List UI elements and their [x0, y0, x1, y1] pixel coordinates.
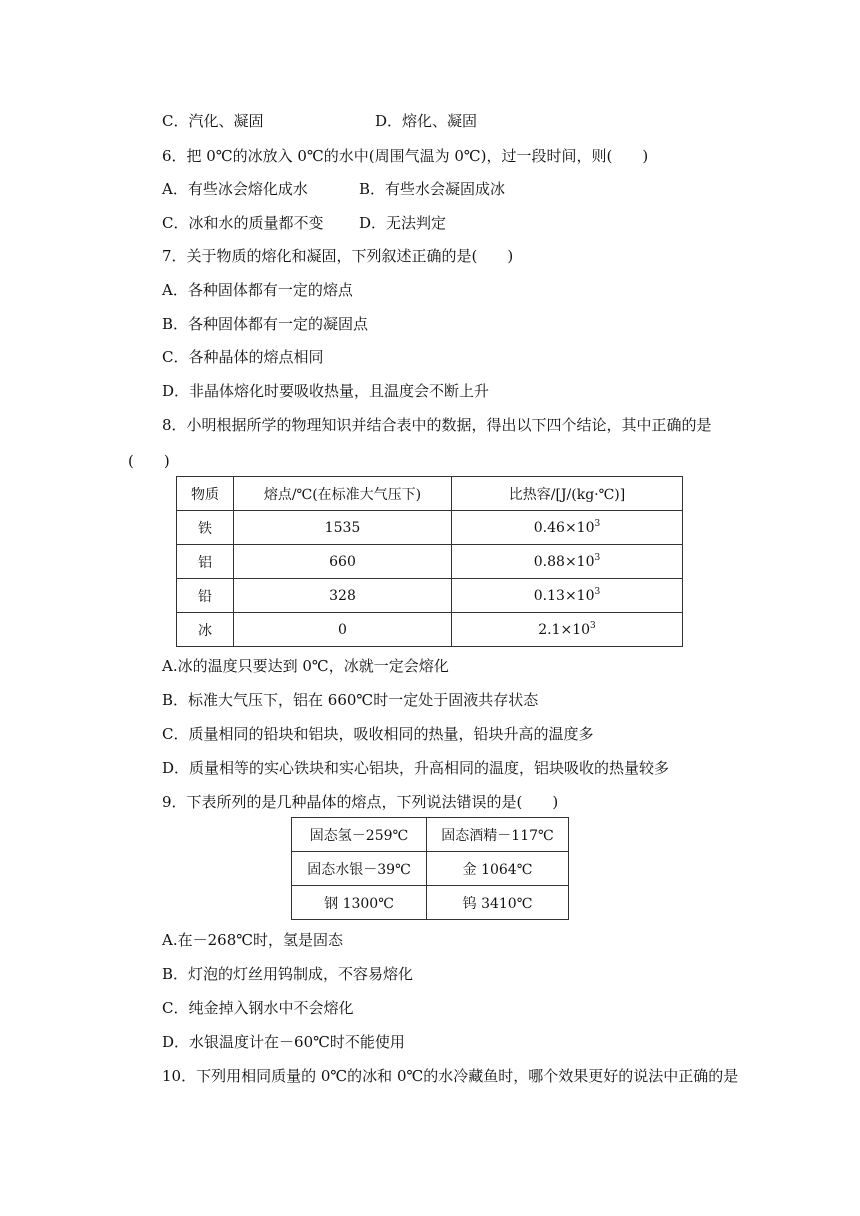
q8-option-c: C．质量相同的铅块和铝块，吸收相同的热量，铅块升高的温度多	[162, 725, 594, 743]
table-cell: $2.1\times 10^3$	[452, 613, 683, 647]
q8-stem: 8．小明根据所学的物理知识并结合表中的数据，得出以下四个结论，其中正确的是	[162, 416, 712, 434]
table-row	[177, 511, 683, 545]
q9-option-c: C．纯金掉入钢水中不会熔化	[162, 999, 354, 1017]
table-cell: 固态氢－259℃	[292, 818, 427, 852]
q9-stem: 9．下表所列的是几种晶体的熔点，下列说法错误的是( )	[162, 793, 559, 811]
q8-data-table	[176, 476, 683, 647]
table-cell: 328	[234, 579, 452, 613]
q10-stem: 10．下列用相同质量的 0℃的冰和 0℃的水冷藏鱼时，哪个效果更好的说法中正确的是	[162, 1067, 739, 1085]
q5-option-c: C．汽化、凝固	[162, 112, 264, 130]
q6-stem: 6．把 0℃的冰放入 0℃的水中(周围气温为 0℃)，过一段时间，则( )	[162, 147, 649, 165]
table-cell: 固态酒精－117℃	[427, 818, 569, 852]
table-row	[177, 613, 683, 647]
table-row	[292, 852, 569, 886]
q6-options-ab	[162, 179, 505, 199]
table-cell: 660	[234, 545, 452, 579]
table-cell: 钨 3410℃	[427, 886, 569, 920]
q6-option-b: B．有些水会凝固成冰	[359, 180, 506, 198]
table-header-cell: 比热容/[J/(kg·℃)]	[452, 477, 683, 511]
q7-option-c: C．各种晶体的熔点相同	[162, 348, 324, 366]
q7-stem: 7．关于物质的熔化和凝固，下列叙述正确的是( )	[162, 247, 514, 265]
q7-option-d: D．非晶体熔化时要吸收热量，且温度会不断上升	[162, 382, 490, 400]
q5-option-d: D．熔化、凝固	[375, 112, 478, 130]
q9-melting-point-table	[291, 817, 569, 920]
table-row	[292, 886, 569, 920]
q8-answer-bracket: ( )	[128, 452, 170, 470]
q9-option-b: B．灯泡的灯丝用钨制成，不容易熔化	[162, 965, 414, 983]
table-cell: 铁	[177, 511, 234, 545]
q6-option-a: A．有些冰会熔化成水	[162, 180, 308, 198]
table-cell: 冰	[177, 613, 234, 647]
table-header-cell: 物质	[177, 477, 234, 511]
table-cell: $0.88\times 10^3$	[452, 545, 683, 579]
q5-options	[162, 111, 477, 131]
table-cell: 0	[234, 613, 452, 647]
q6-option-c: C．冰和水的质量都不变	[162, 214, 324, 232]
q8-option-b: B．标准大气压下，铝在 660℃时一定处于固液共存状态	[162, 691, 539, 709]
q7-option-a: A．各种固体都有一定的熔点	[162, 281, 353, 299]
table-row	[177, 545, 683, 579]
table-cell: 铝	[177, 545, 234, 579]
table-cell: 固态水银－39℃	[292, 852, 427, 886]
table-cell: 钢 1300℃	[292, 886, 427, 920]
table-row	[292, 818, 569, 852]
q7-option-b: B．各种固体都有一定的凝固点	[162, 315, 369, 333]
table-cell: $0.46\times 10^3$	[452, 511, 683, 545]
table-cell: 1535	[234, 511, 452, 545]
q6-options-cd	[162, 213, 446, 233]
table-cell: 铅	[177, 579, 234, 613]
q6-option-d: D．无法判定	[359, 214, 447, 232]
table-header-row	[177, 477, 683, 511]
q8-option-d: D．质量相等的实心铁块和实心铝块，升高相同的温度，铝块吸收的热量较多	[162, 759, 670, 777]
q9-option-d: D．水银温度计在－60℃时不能使用	[162, 1033, 405, 1051]
q9-option-a: A.在－268℃时，氢是固态	[162, 931, 344, 949]
table-cell: $0.13\times 10^3$	[452, 579, 683, 613]
table-header-cell: 熔点/℃(在标准大气压下)	[234, 477, 452, 511]
table-cell: 金 1064℃	[427, 852, 569, 886]
q8-option-a: A.冰的温度只要达到 0℃，冰就一定会熔化	[162, 657, 449, 675]
table-row	[177, 579, 683, 613]
